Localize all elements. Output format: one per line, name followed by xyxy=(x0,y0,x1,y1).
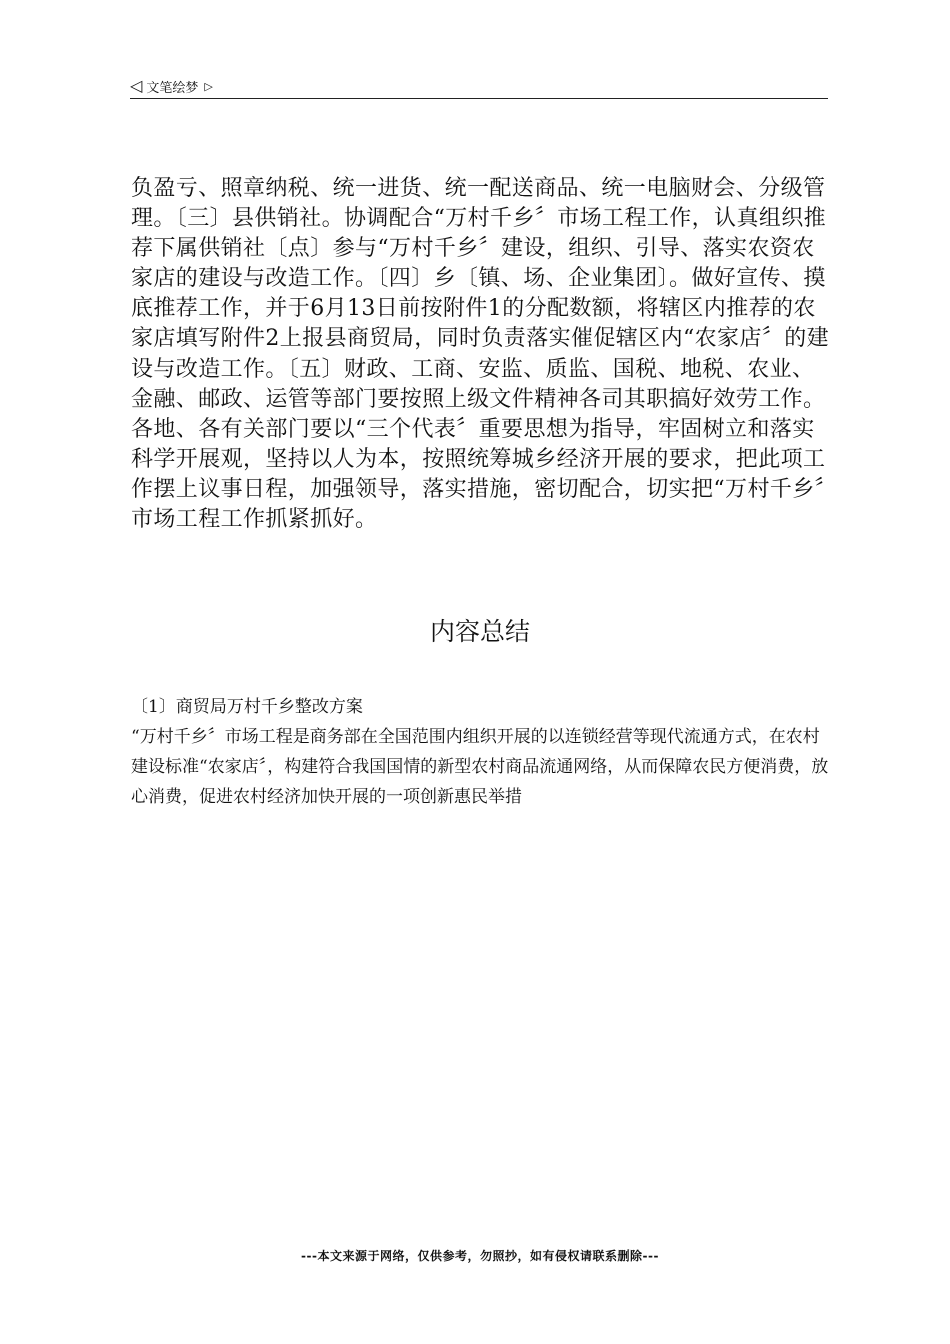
page-header xyxy=(130,74,828,99)
triangle-right-icon: ▷ xyxy=(204,79,213,93)
body-paragraph: 负盈亏、照章纳税、统一进货、统一配送商品、统一电脑财会、分级管理。〔三〕县供销社。协调配合“万村千乡〞市场工程工作，认真组织推荐下属供销社〔点〕参与“万村千乡〞建设，组织、引导、落实农资农家店的建设与改造工作。〔四〕乡〔镇、场、企业集团〕。做好宣传、摸底推荐工作，并于6月13日前按附件1的分配数额，将辖区内推荐的农家店填写附件2上报县商贸局，同时负责落实催促辖区内“农家店〞的建设与改造工作。〔五〕财政、工商、安监、质监、国税、地税、农业、金融、邮政、运管等部门要按照上级文件精神各司其职搞好效劳工作。各地、各有关部门要以“三个代表〞重要思想为指导，牢固树立和落实科学开展观，坚持以人为本，按照统筹城乡经济开展的要求，把此项工作摆上议事日程，加强领导，落实措施，密切配合，切实把“万村千乡〞市场工程工作抓紧抓好。 xyxy=(131,176,830,533)
page-footer: ---本文来源于网络，仅供参考，勿照抄，如有侵权请联系删除--- xyxy=(301,1249,659,1263)
summary-title: 内容总结 xyxy=(429,617,530,646)
summary-item-text: “万村千乡〞市场工程是商务部在全国范围内组织开展的以连锁经营等现代流通方式，在农村建设标准“农家店〞，构建符合我国国情的新型农村商品流通网络，从而保障农民方便消费，放心消费，促进农村经济加快开展的一项创新惠民举措 xyxy=(131,727,829,807)
summary-item-title: 〔1〕商贸局万村千乡整改方案 xyxy=(131,697,363,717)
triangle-left-icon: ◁ xyxy=(130,76,143,95)
header-brand: 文笔绘梦 xyxy=(146,80,199,96)
